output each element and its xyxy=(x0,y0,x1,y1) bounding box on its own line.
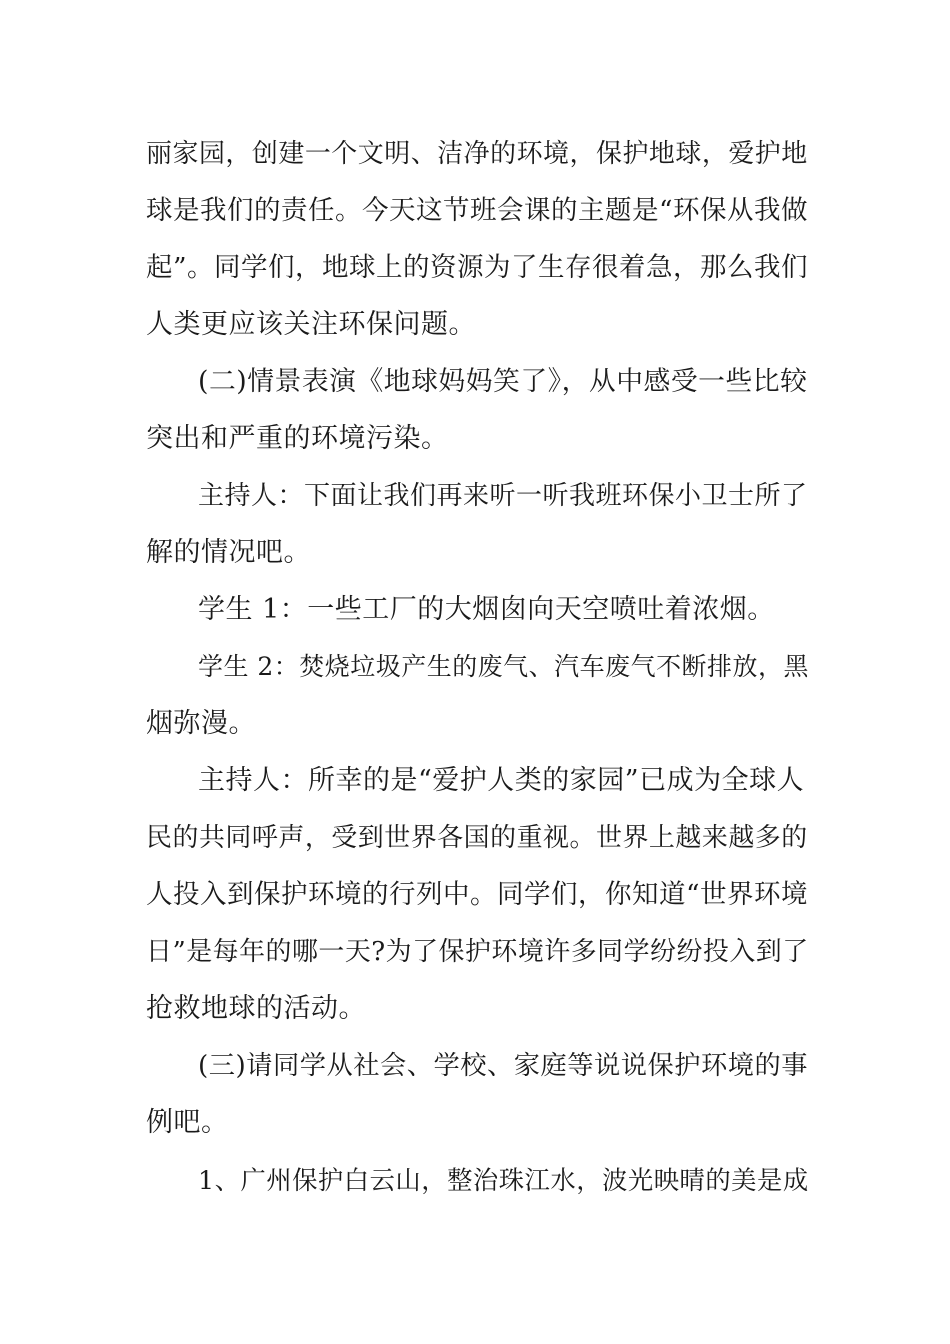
text-line: 人类更应该关注环保问题。 xyxy=(146,309,476,340)
text-line: 起”。同学们，地球上的资源为了生存很着急，那么我们 xyxy=(146,252,809,283)
paragraph-start-line: 学生 2：焚烧垃圾产生的废气、汽车废气不断排放，黑 xyxy=(198,652,809,681)
paragraph-start-line: 主持人：所幸的是“爱护人类的家园”已成为全球人 xyxy=(198,765,805,796)
text-line: 突出和严重的环境污染。 xyxy=(146,423,449,454)
paragraph-start-line: (二)情景表演《地球妈妈笑了》，从中感受一些比较 xyxy=(198,366,808,397)
text-line: 人投入到保护环境的行列中。同学们，你知道“世界环境 xyxy=(146,879,809,910)
text-line: 例吧。 xyxy=(146,1107,229,1138)
paragraph-start-line: 1、广州保护白云山，整治珠江水，波光映晴的美是成 xyxy=(198,1165,809,1195)
paragraph-start-line: 主持人：下面让我们再来听一听我班环保小卫士所了 xyxy=(198,481,808,511)
paragraph-start-line: 学生 1：一些工厂的大烟囱向天空喷吐着浓烟。 xyxy=(198,594,775,625)
text-line: 民的共同呼声，受到世界各国的重视。世界上越来越多的 xyxy=(146,823,808,853)
text-line: 球是我们的责任。今天这节班会课的主题是“环保从我做 xyxy=(146,195,809,226)
text-line: 烟弥漫。 xyxy=(146,708,256,739)
paragraph-start-line: (三)请同学从社会、学校、家庭等说说保护环境的事 xyxy=(198,1051,808,1081)
text-line: 日”是每年的哪一天?为了保护环境许多同学纷纷投入到了 xyxy=(146,937,809,967)
text-line: 抢救地球的活动。 xyxy=(146,993,366,1024)
text-line: 丽家园，创建一个文明、洁净的环境，保护地球，爱护地 xyxy=(146,139,808,169)
text-line: 解的情况吧。 xyxy=(146,537,311,568)
